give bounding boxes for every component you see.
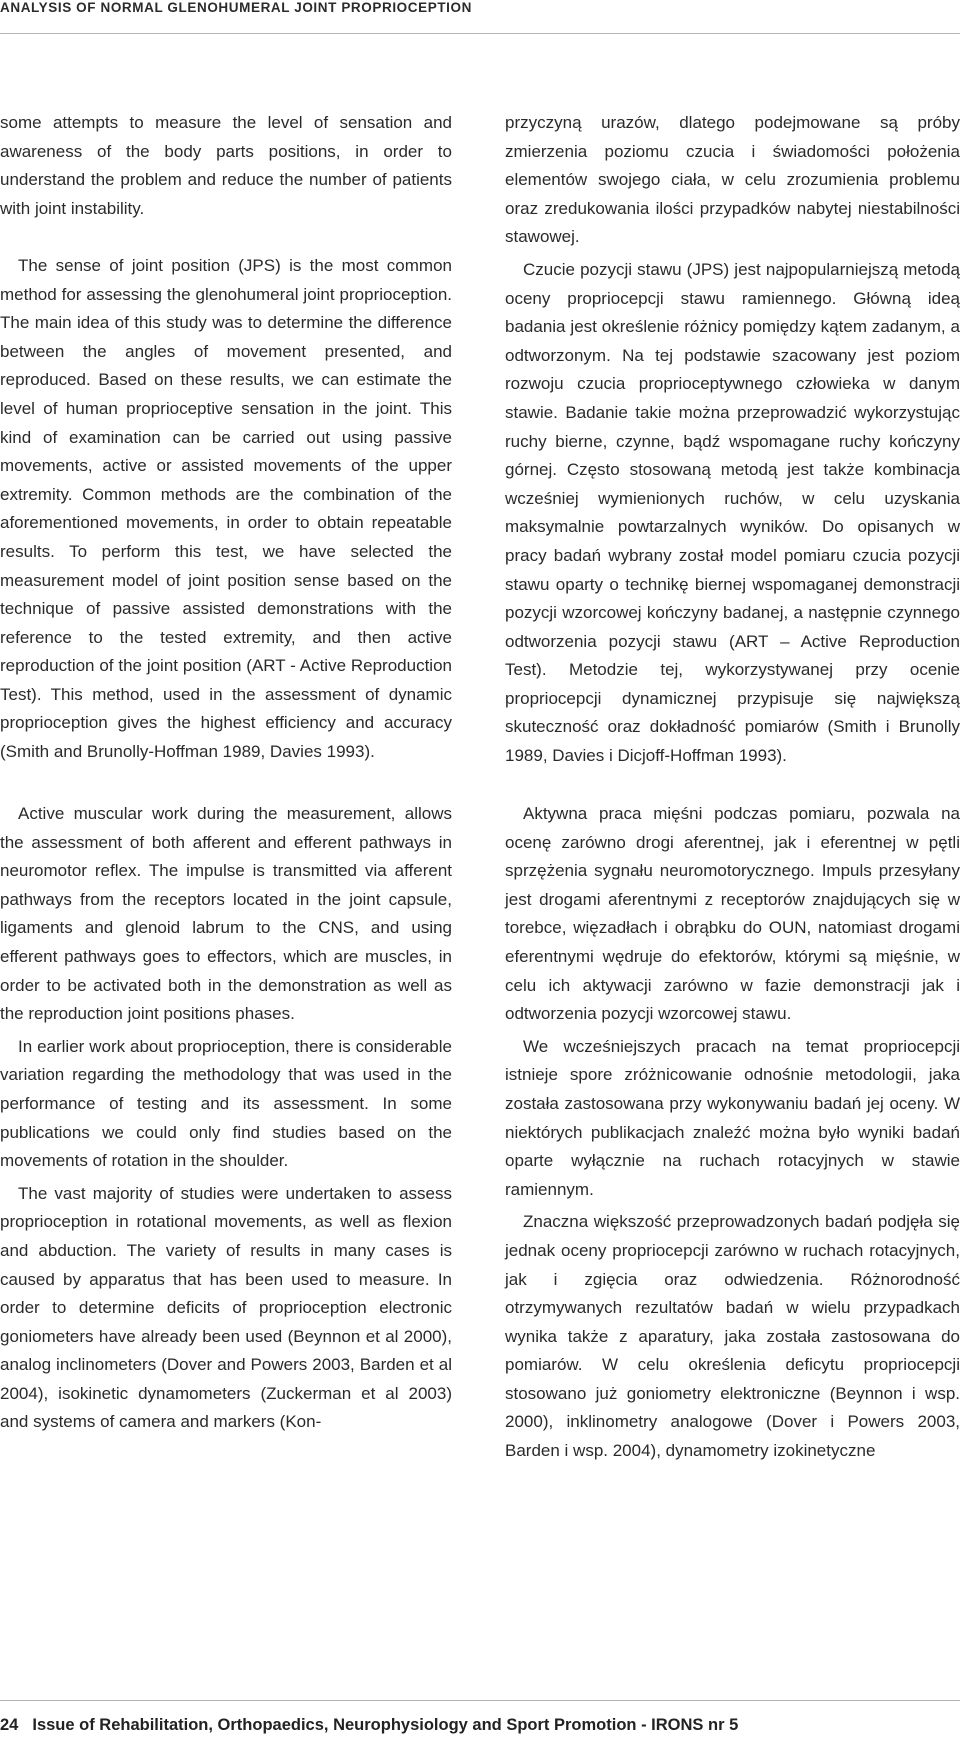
journal-title: Issue of Rehabilitation, Orthopaedics, Neurophysiology and Sport Promotion - IRONS nr 5: [32, 1716, 739, 1734]
paragraph-en-3: Active muscular work during the measurement, allows the assessment of both afferent and efferent pathways in neuromotor reflex. The impulse is transmitted via afferent pathways from the receptors located in the joint capsule, ligaments and glenoid labrum to the CNS, and using efferent pathways goes to effectors, which are muscles, in order to be activated both in the demonstration as well as the reproduction joint positions phases.: [0, 804, 452, 1024]
english-column-lower: [0, 800, 452, 1437]
page-footer: [0, 1713, 960, 1737]
running-title: ANALYSIS OF NORMAL GLENOHUMERAL JOINT PROPRIOCEPTION: [0, 0, 472, 15]
header-divider: [0, 33, 960, 34]
paragraph-en-2: The sense of joint position (JPS) is the most common method for assessing the glenohumeral joint proprioception. The main idea of this study was to determine the difference between the angles of movement presented, and reproduced. Based on these results, we can estimate the level of human proprioceptive sensation in the joint. This kind of examination can be carried out using passive movements, active or assisted movements of the upper extremity. Common methods are the combination of the aforementioned movements, in order to obtain repeatable results. To perform this test, we have selected the measurement model of joint position sense based on the technique of passive assisted demonstrations with the reference to the tested extremity, and then active reproduction of the joint position (ART - Active Reproduction Test). This method, used in the assessment of dynamic proprioception gives the highest efficiency and accuracy (Smith and Brunolly-Hoffman 1989, Davies 1993).: [0, 255, 452, 762]
paragraph-pl-1: przyczyną urazów, dlatego podejmowane są próby zmierzenia poziomu czucia i świadomości położenia elementów swojego ciała, w celu zrozumienia problemu oraz zredukowania ilości przypadków nabytej niestabilności stawowej.: [505, 113, 960, 247]
paragraph-en-1: some attempts to measure the level of sensation and awareness of the body parts positions, in order to understand the problem and reduce the number of patients with joint instability.: [0, 113, 452, 218]
english-column: [0, 109, 452, 767]
paragraph-pl-3: Aktywna praca mięśni podczas pomiaru, pozwala na ocenę zarówno drogi aferentnej, jak i eferentnej w pętli sprzężenia sygnału neuromotorycznego. Impuls przesyłany jest drogami aferentnymi z receptorów znajdujących się w torebce, więzadłach i obrąbku do OUN, natomiast drogami eferentnymi wędruje do efektorów, którymi są mięśnie, w celu ich aktywacji zarówno w fazie demonstracji jak i odtworzenia pozycji wzorcowej stawu.: [505, 804, 960, 1024]
paragraph-en-5: The vast majority of studies were undertaken to assess proprioception in rotational movements, as well as flexion and abduction. The variety of results in many cases is caused by apparatus that has been used to measure. In order to determine deficits of proprioception electronic goniometers have already been used (Beynnon et al 2000), analog inclinometers (Dover and Powers 2003, Barden et al 2004), isokinetic dynamometers (Zuckerman et al 2003) and systems of camera and markers (Kon-: [0, 1183, 452, 1432]
polish-column: [505, 109, 960, 771]
paragraph-pl-4: We wcześniejszych pracach na temat propriocepcji istnieje spore zróżnicowanie odnośnie metodologii, jaka została zastosowana przy wykonywaniu badań jej oceny. W niektórych publikacjach znaleźć można było wyniki badań oparte wyłącznie na ruchach rotacyjnych w stawie ramiennym.: [505, 1036, 960, 1199]
paragraph-en-4: In earlier work about proprioception, there is considerable variation regarding the methodology that was used in the performance of testing and its assessment. In some publications we could only find studies based on the movements of rotation in the shoulder.: [0, 1036, 452, 1171]
paragraph-pl-5: Znaczna większość przeprowadzonych badań podjęła się jednak oceny propriocepcji zarówno w ruchach rotacyjnych, jak i zgięcia oraz odwiedzenia. Różnorodność otrzymywanych rezultatów badań w wielu przypadkach wynika także z aparatury, jaka została zastosowana do pomiarów. W celu określenia deficytu propriocepcji stosowano już goniometry elektroniczne (Beynnon i wsp. 2000), inklinometry analogowe (Dover i Powers 2003, Barden i wsp. 2004), dynamometry izokinetyczne: [505, 1212, 960, 1461]
polish-column-lower: [505, 800, 960, 1466]
paragraph-pl-2: Czucie pozycji stawu (JPS) jest najpopularniejszą metodą oceny propriocepcji stawu ramiennego. Główną ideą badania jest określenie różnicy pomiędzy kątem zadanym, a odtworzonym. Na tej podstawie szacowany jest poziom rozwoju czucia proprioceptywnego człowieka w danym stawie. Badanie takie można przeprowadzić wykorzystując ruchy bierne, czynne, bądź wspomagane ruchy kończyny górnej. Często stosowaną metodą jest także kombinacja wcześniej wymienionych ruchów, w celu uzyskania maksymalnie powtarzalnych wyników. Do opisanych w pracy badań wybrany został model pomiaru czucia pozycji stawu oparty o technikę biernej wspomaganej demonstracji pozycji wzorcowej kończyny badanej, a następnie czynnego odtworzenia pozycji stawu (ART – Active Reproduction Test). Metodzie tej, wykorzystywanej przy ocenie propriocepcji dynamicznej przypisuje się największą skuteczność oraz dokładność pomiarów (Smith i Brunolly 1989, Davies i Dicjoff-Hoffman 1993).: [505, 259, 960, 766]
footer-divider: [0, 1700, 960, 1701]
page-number: 24: [0, 1716, 19, 1734]
